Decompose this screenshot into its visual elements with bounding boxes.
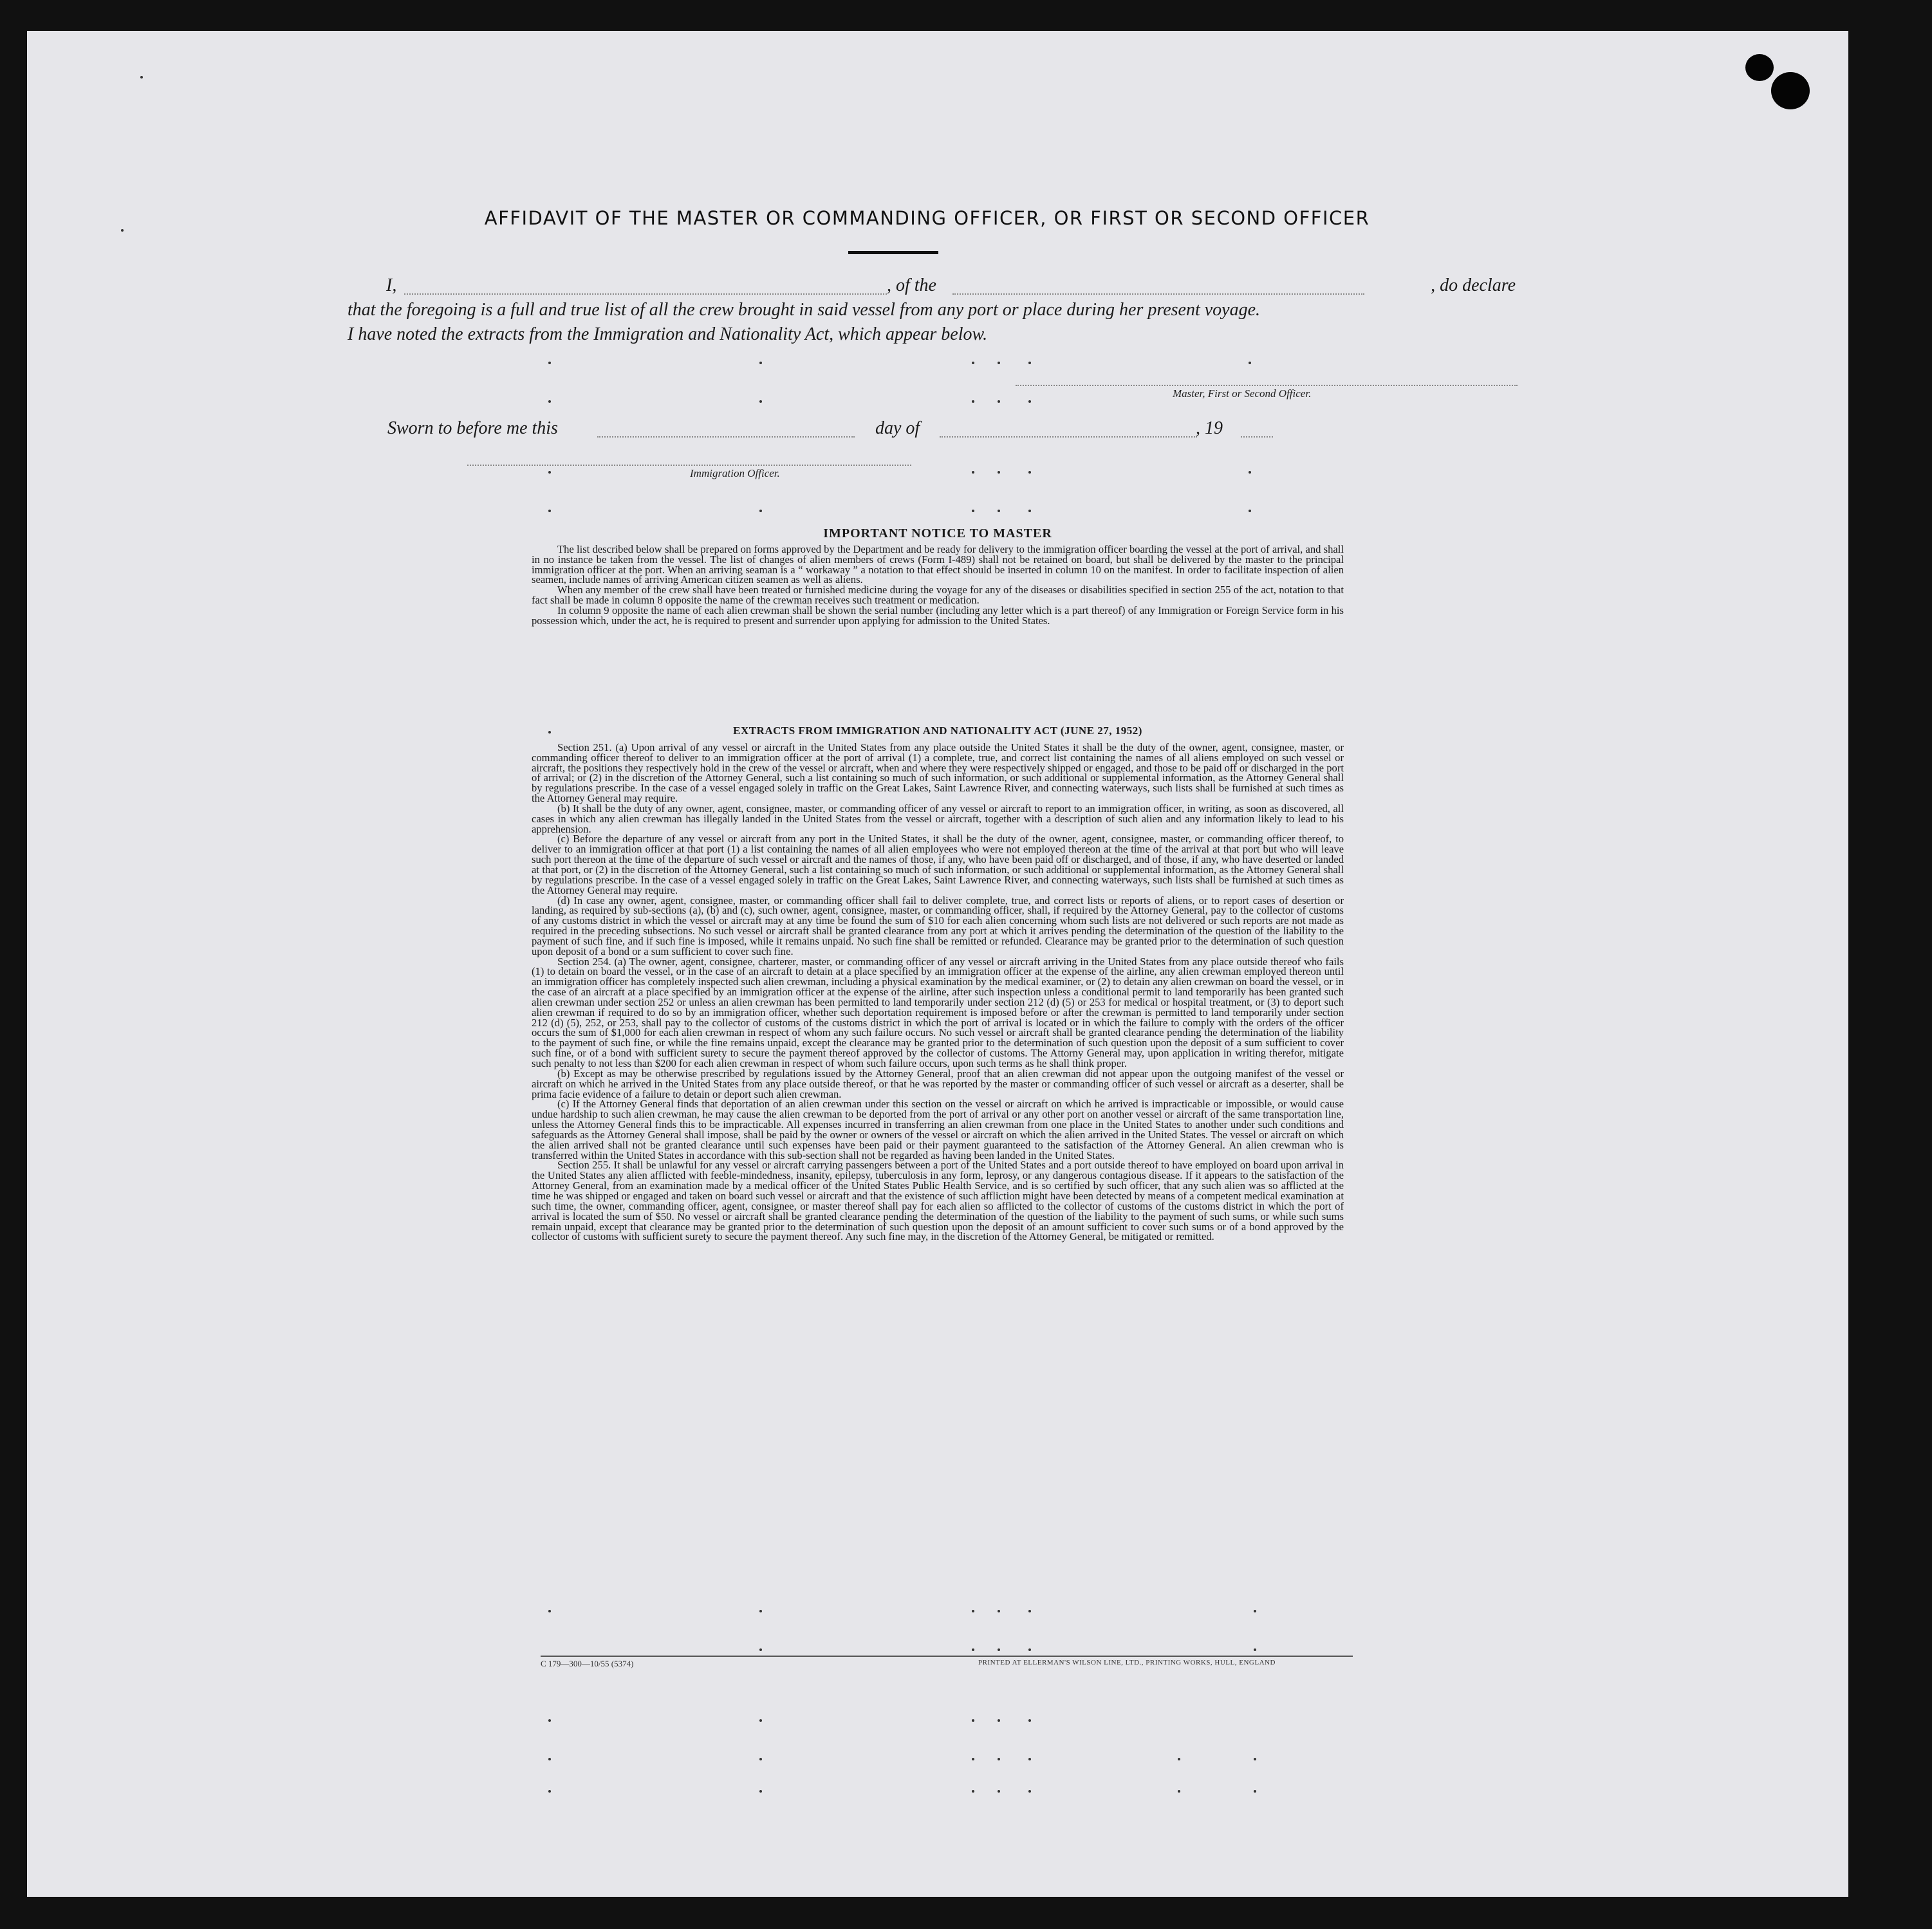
title-underline [848, 251, 938, 254]
extract-paragraph: Section 254. (a) The owner, agent, consignee, charterer, master, or commanding officer of any vessel or aircraft arriving in the United States from any place outside thereof who fails (1) to detain on board the vessel, or in the case of an aircraft to detain at a place specified by an immigration officer at the expense of the airline, any alien crewman employed thereon until an immigration officer has completely inspected such alien crewman, including a physical examination by the medical examiner, or (2) to detain any alien crewman on board the vessel, or in the case of an aircraft at a place specified by an immigration officer at the expense of the airline, after such inspection unless a conditional permit to land temporarily has been granted such alien crewman under section 252 or unless an alien crewman has been permitted to land temporarily under section 212 (d) (5) or 253 for medical or hospital treatment, or (3) to deport such alien crewman if required to do so by an immigration officer, whether such deportation requirement is imposed before or after the crewman is permitted to land temporarily under section 212 (d) (5), 252, or 253, shall pay to the collector of customs of the customs district in which the port of arrival is located or in which the failure to comply with the orders of the officer occurs the sum of $1,000 for each alien crewman in respect of whom any such failure occurs. No such vessel or aircraft shall be granted clearance pending the determination of the liability to the payment of such fine, or while the fine remains unpaid, except the clearance may be granted prior to the determination of such question upon the deposit of a sum sufficient to cover such fine, or of a bond with sufficient surety to secure the payment thereof approved by the collector of customs. The Attorny General may, upon application in writing therefor, mitigate such penalty to not less than $200 for each alien crewman in respect of whom such failure occurs, upon such terms as he shall think proper. [532, 955, 1344, 1069]
i-label: I, [386, 275, 397, 295]
extract-paragraph: Section 251. (a) Upon arrival of any vessel or aircraft in the United States from any place outside the United States it shall be the duty of the owner, agent, consignee, master, or commanding officer thereof to deliver to an immigration officer at the port of arrival (1) a complete, true, and correct list containing the names of all aliens employed on such vessel or aircraft, the positions they respectively hold in the crew of the vessel or aircraft, when and where they were respectively shipped or engaged, and those to be paid off or discharged in the port of arrival; or (2) in the discretion of the Attorney General, such a list containing so much of such information, or such additional or supplemental information, as the Attorney General shall by regulations prescribe. In the case of a vessel engaged solely in traffic on the Great Lakes, Saint Lawrence River, and connecting waterways, such lists shall be furnished at such times as the Attorney General may require. [532, 741, 1344, 805]
master-signature-caption: Master, First or Second Officer. [1173, 387, 1312, 400]
officer-signature-caption: Immigration Officer. [690, 467, 780, 479]
extract-paragraph: (d) In case any owner, agent, consignee, master, or commanding officer shall fail to deliver complete, true, and correct lists or reports of aliens, or to report cases of desertion or landing, as required by sub-sections (a), (b) and (c), such owner, agent, consignee, master, or commanding officer, shall, if required by the Attorney General, pay to the collector of customs of any customs district in which the vessel or aircraft may at any time be found the sum of $10 for each alien concerning whom such lists are not delivered or such reports are not made as required in the preceding subsections. No such vessel or aircraft shall be granted clearance from any port at which it arrives pending the determination of the question of the liability to the payment of such fine, and if such fine is imposed, while it remains unpaid. No such fine shall be remitted or refunded. Clearance may be granted prior to the determination of such question upon deposit of a bond or a sum sufficient to cover such fine. [532, 894, 1344, 957]
extract-paragraph: (b) It shall be the duty of any owner, agent, consignee, master, or commanding officer of any vessel or aircraft to report to an immigration officer, in writing, as soon as discovered, all cases in which any alien crewman has illegally landed in the United States from the vessel or aircraft, together with a description of such alien and any information likely to lead to his apprehension. [532, 802, 1344, 835]
notice-title: IMPORTANT NOTICE TO MASTER [823, 526, 1052, 540]
notice-paragraph: When any member of the crew shall have been treated or furnished medicine during the voyage for any of the diseases or disabilities specified in section 255 of the act, notation to that fact shall be made in column 8 opposite the name of the crewman receives such treatment or medication. [532, 584, 1344, 607]
vessel-blank[interactable] [952, 293, 1364, 295]
extracts-title: EXTRACTS FROM IMMIGRATION AND NATIONALITY ACT (JUNE 27, 1952) [733, 725, 1142, 737]
extract-paragraph: (c) Before the departure of any vessel or aircraft from any port in the United States, it shall be the duty of the owner, agent, consignee, master, or commanding officer thereof, to deliver to an immigration officer at that port (1) a list containing the names of all alien employees who were not employed thereon at the time of the arrival at that port but who will leave such port thereon at the time of the departure of such vessel or aircraft and the names of those, if any, who have been paid off or discharged, and of those, if any, who have deserted or landed at that port, or (2) in the discretion of the Attorney General, such a list containing so much of such information, or such additional or supplemental information, as the Attorney General shall by regulations prescribe. In the case of a vessel engaged solely in traffic on the Great Lakes, Saint Lawrence River, and connecting waterways, such lists shall be furnished at such times as the Attorney General may require. [532, 833, 1344, 896]
extract-paragraph: (b) Except as may be otherwise prescribed by regulations issued by the Attorney General, proof that an alien crewman did not appear upon the outgoing manifest of the vessel or aircraft on which he arrived in the United States from any place outside thereof, or that he was reported by the master or commanding officer of such vessel or aircraft as a deserter, shall be prima facie evidence of a failure to detain or deport such alien crewman. [532, 1067, 1344, 1100]
punch-hole-2 [1771, 72, 1810, 109]
act-extracts [532, 722, 1344, 1242]
affidavit-title: AFFIDAVIT OF THE MASTER OR COMMANDING OFFICER, OR FIRST OR SECOND OFFICER [484, 207, 1370, 229]
extract-paragraph: Section 255. It shall be unlawful for any vessel or aircraft carrying passengers between a port of the United States and a port outside thereof to have employed on board upon arrival in the United States any alien afflicted with feeble-mindedness, insanity, epilepsy, tuberculosis in any form, leprosy, or any dangerous contagious disease. If it appears to the satisfaction of the Attorney General, from an examination made by a medical officer of the United States Public Health Service, and is so certified by such officer, that any such alien was so afflicted at the time he was shipped or engaged and taken on board such vessel or aircraft and that the existence of such affliction might have been detected by means of a competent medical examination at such time, the owner, commanding officer, agent, consignee, or master thereof shall pay for each alien so afflicted to the collector of customs of the customs district in which the port of arrival is located the sum of $50. No vessel or aircraft shall be granted clearance pending the determination of the question of the liability to the payment of such sums, or while such sums remain unpaid, except that clearance may be granted prior to the determination of such question upon the deposit of an amount sufficient to cover such sums or of a bond approved by the collector of customs with sufficient surety to secure the payment thereof. Any such fine may, in the discretion of the Attorney General, be mitigated or remitted. [532, 1159, 1344, 1243]
sworn-month-blank[interactable] [940, 436, 1197, 438]
master-signature-line[interactable] [1016, 385, 1518, 386]
sworn-day-blank[interactable] [597, 436, 855, 438]
notice-paragraph: The list described below shall be prepared on forms approved by the Department and be ready for delivery to the immigration officer boarding the vessel at the port of arrival, and shall in no instance be taken from the vessel. The list of changes of alien members of crews (Form I-489) shall not be retained on board, but shall be delivered by the master to the principal immigration officer at the port. When an arriving seaman is a “ workaway ” a notation to that effect should be inserted in column 10 on the manifest. In order to facilitate inspection of alien seamen, include names of arriving American citizen seamen as well as aliens. [532, 542, 1344, 586]
form-code: C 179—300—10/55 (5374) [541, 1659, 634, 1668]
day-of-label: day of [875, 418, 920, 438]
sworn-label: Sworn to before me this [387, 418, 558, 438]
extract-paragraph: (c) If the Attorney General finds that deportation of an alien crewman under this section on the vessel or aircraft on which he arrived is impracticable or impossible, or would cause undue hardship to such alien crewman, he may cause the alien crewman to be deported from the port of arrival or any other port on another vessel or aircraft of the same transportation line, unless the Attorney General finds this to be impracticable. All expenses incurred in transferring an alien crewman from one place in the United States to another under such conditions and safeguards as the Attorney General shall impose, shall be paid by the owner or owners of the vessel or aircraft on which the alien arrived in the United States. The vessel or aircraft on which the alien arrived shall not be granted clearance until such expenses have been paid or their payment guaranteed to the satisfaction of the Attorney General. An alien crewman who is transferred within the United States in accordance with this sub-section shall not be regarded as having been landed in the United States. [532, 1098, 1344, 1161]
year-label: , 19 [1196, 418, 1223, 438]
sworn-year-blank[interactable] [1241, 436, 1273, 438]
punch-hole-1 [1745, 54, 1774, 81]
printer-imprint: PRINTED AT ELLERMAN'S WILSON LINE, LTD., PRINTING WORKS, HULL, ENGLAND [978, 1659, 1276, 1666]
footer-rule [541, 1656, 1353, 1657]
do-declare-label: , do declare [1431, 275, 1516, 295]
name-blank[interactable] [404, 293, 887, 295]
declaration-line-2: that the foregoing is a full and true list of all the crew brought in said vessel from any port or place during her present voyage. [348, 300, 1261, 320]
notice-paragraph: In column 9 opposite the name of each alien crewman shall be shown the serial number (including any letter which is a part thereof) of any Immigration or Foreign Service form in his possession which, under the act, he is required to present and surrender upon applying for admission to the United States. [532, 604, 1344, 627]
declaration-line-3: I have noted the extracts from the Immigration and Nationality Act, which appear below. [348, 324, 988, 344]
of-the-label: , of the [887, 275, 936, 295]
officer-signature-line[interactable] [467, 465, 911, 466]
important-notice [532, 526, 1344, 627]
